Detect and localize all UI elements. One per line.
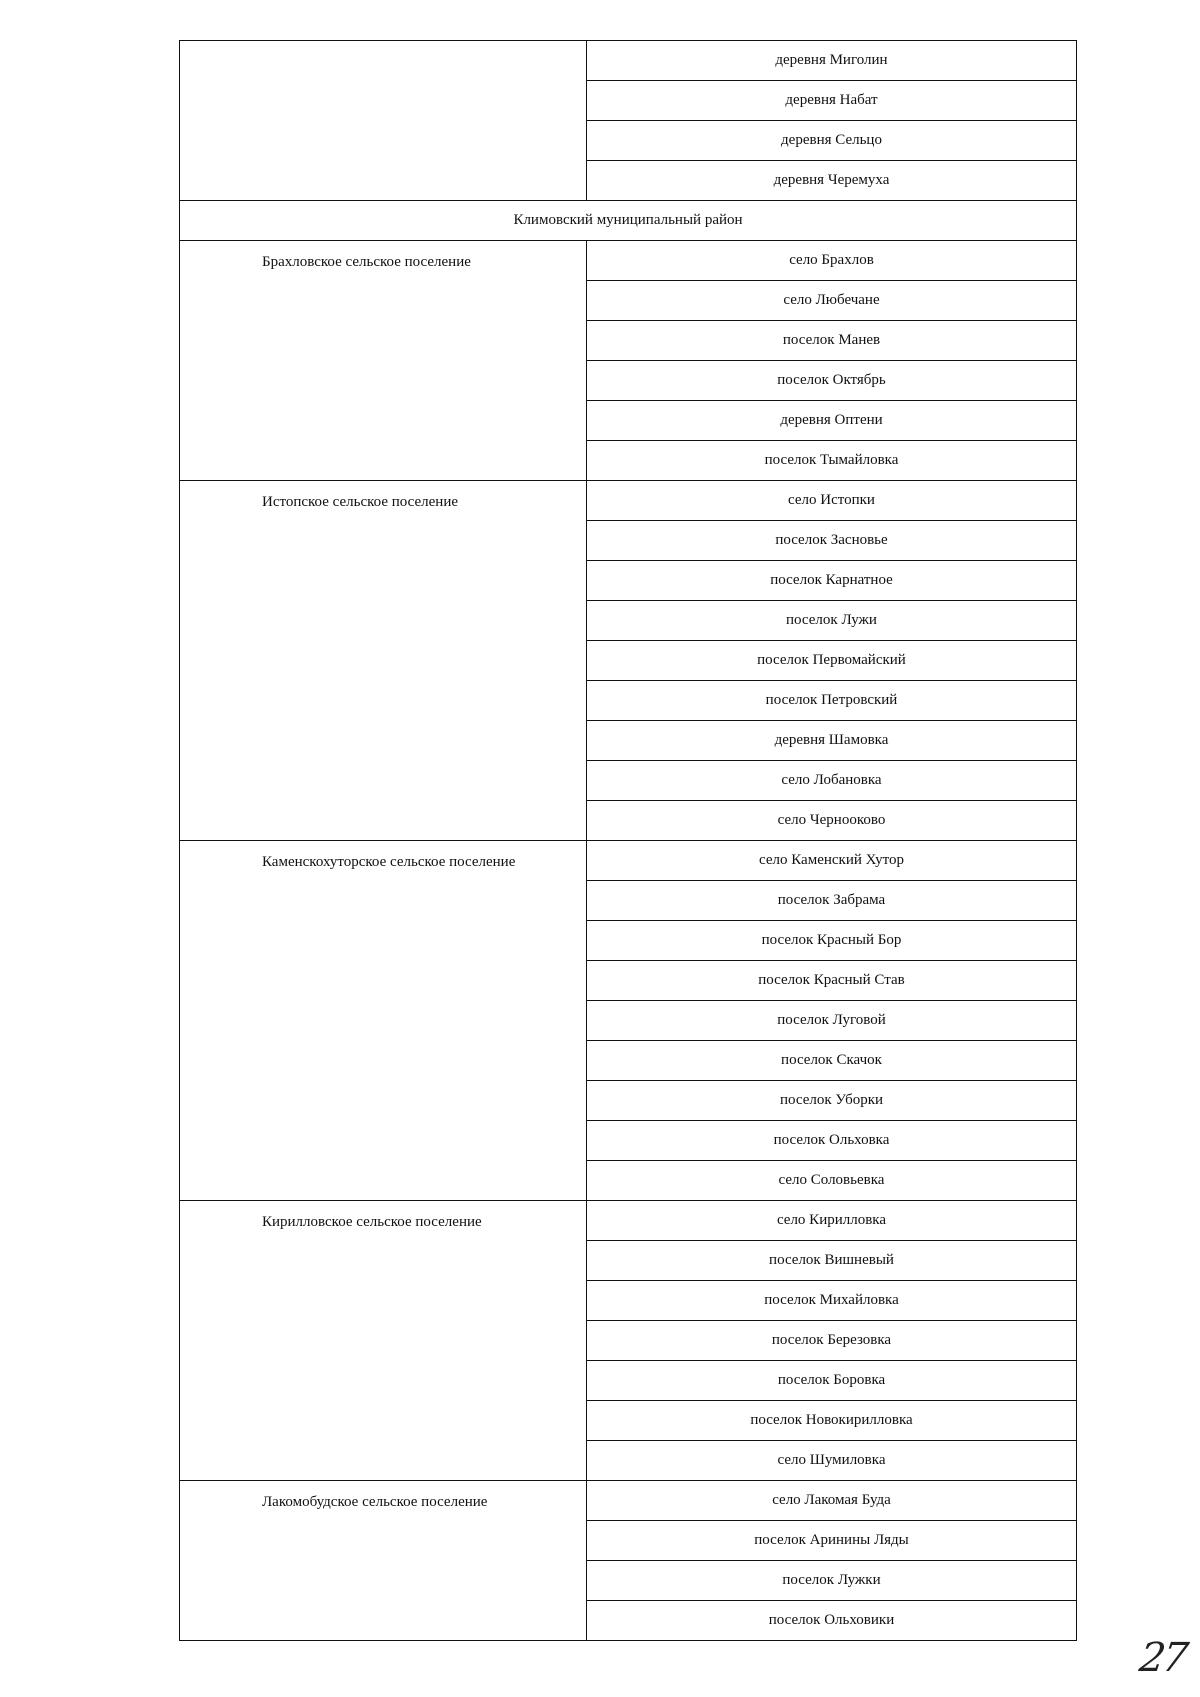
village-cell: поселок Красный Бор bbox=[587, 921, 1077, 961]
table-row bbox=[180, 1481, 1077, 1521]
village-cell: село Любечане bbox=[587, 281, 1077, 321]
settlements-table bbox=[179, 40, 1077, 1641]
settlement-name-cell: Истопское сельское поселение bbox=[180, 481, 587, 841]
settlement-name-cell: Брахловское сельское поселение bbox=[180, 241, 587, 481]
village-cell: село Истопки bbox=[587, 481, 1077, 521]
village-cell: поселок Скачок bbox=[587, 1041, 1077, 1081]
settlement-name-cell: Лакомобудское сельское поселение bbox=[180, 1481, 587, 1641]
village-cell: поселок Ольховики bbox=[587, 1601, 1077, 1641]
village-cell: поселок Луговой bbox=[587, 1001, 1077, 1041]
village-cell: поселок Михайловка bbox=[587, 1281, 1077, 1321]
village-cell: село Лобановка bbox=[587, 761, 1077, 801]
village-cell: село Брахлов bbox=[587, 241, 1077, 281]
table-row bbox=[180, 241, 1077, 281]
village-cell: село Кирилловка bbox=[587, 1201, 1077, 1241]
village-cell: поселок Новокирилловка bbox=[587, 1401, 1077, 1441]
table-row bbox=[180, 1201, 1077, 1241]
village-cell: поселок Березовка bbox=[587, 1321, 1077, 1361]
village-cell: село Соловьевка bbox=[587, 1161, 1077, 1201]
village-cell: поселок Забрама bbox=[587, 881, 1077, 921]
village-cell: поселок Засновье bbox=[587, 521, 1077, 561]
village-cell: село Шумиловка bbox=[587, 1441, 1077, 1481]
village-cell: деревня Набат bbox=[587, 81, 1077, 121]
village-cell: поселок Петровский bbox=[587, 681, 1077, 721]
village-cell: деревня Сельцо bbox=[587, 121, 1077, 161]
village-cell: село Лакомая Буда bbox=[587, 1481, 1077, 1521]
table-row bbox=[180, 41, 1077, 81]
village-cell: поселок Уборки bbox=[587, 1081, 1077, 1121]
village-cell: поселок Красный Став bbox=[587, 961, 1077, 1001]
village-cell: село Чернооково bbox=[587, 801, 1077, 841]
village-cell: поселок Первомайский bbox=[587, 641, 1077, 681]
village-cell: поселок Лужи bbox=[587, 601, 1077, 641]
village-cell: поселок Тымайловка bbox=[587, 441, 1077, 481]
district-name: Климовский муниципальный район bbox=[180, 201, 1077, 241]
village-cell: деревня Черемуха bbox=[587, 161, 1077, 201]
village-cell: поселок Манев bbox=[587, 321, 1077, 361]
settlement-name-cell bbox=[180, 41, 587, 201]
settlement-name-cell: Кирилловское сельское поселение bbox=[180, 1201, 587, 1481]
page-number: 27 bbox=[1136, 1635, 1189, 1681]
village-cell: поселок Вишневый bbox=[587, 1241, 1077, 1281]
village-cell: деревня Миголин bbox=[587, 41, 1077, 81]
table-row bbox=[180, 841, 1077, 881]
district-row bbox=[180, 201, 1077, 241]
village-cell: поселок Боровка bbox=[587, 1361, 1077, 1401]
settlement-name-cell: Каменскохуторское сельское поселение bbox=[180, 841, 587, 1201]
village-cell: поселок Аринины Ляды bbox=[587, 1521, 1077, 1561]
village-cell: поселок Лужки bbox=[587, 1561, 1077, 1601]
settlements-table-body bbox=[180, 41, 1077, 1641]
village-cell: поселок Ольховка bbox=[587, 1121, 1077, 1161]
village-cell: село Каменский Хутор bbox=[587, 841, 1077, 881]
village-cell: деревня Оптени bbox=[587, 401, 1077, 441]
village-cell: деревня Шамовка bbox=[587, 721, 1077, 761]
table-row bbox=[180, 481, 1077, 521]
village-cell: поселок Октябрь bbox=[587, 361, 1077, 401]
village-cell: поселок Карнатное bbox=[587, 561, 1077, 601]
